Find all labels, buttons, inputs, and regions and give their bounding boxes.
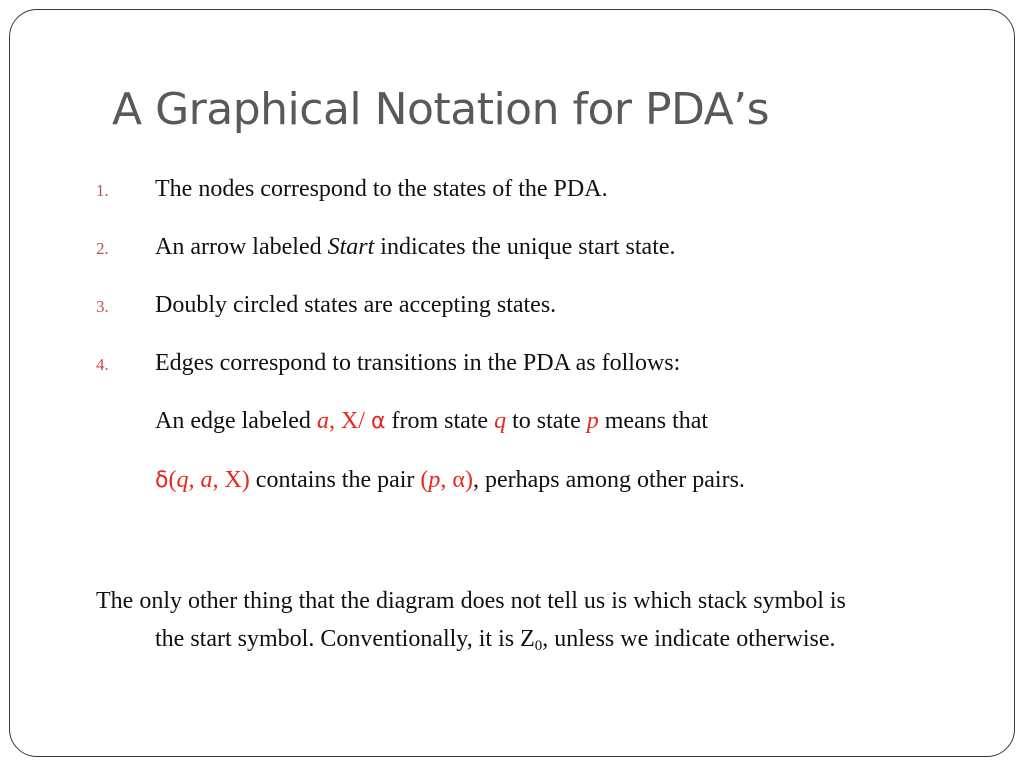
closing-line-2: the start symbol. Conventionally, it is $Z_0$, unless we indicate otherwise. (155, 626, 836, 654)
edge-label: a, X/ α (316, 408, 386, 434)
state-p: p (586, 408, 599, 434)
closing-line-1: The only other thing that the diagram does not tell us is which stack symbol is (96, 588, 846, 614)
list-number: 1. (96, 181, 109, 200)
z0-subscript: 0 (534, 638, 543, 654)
list-number: 4. (96, 355, 109, 374)
pair-expression: (p, α) (420, 467, 473, 493)
state-q: q (494, 408, 507, 434)
transition-explanation: δ(q, a, X) contains the pair (p, α), perhaps among other pairs. (155, 467, 745, 493)
list-text: The nodes correspond to the states of the PDA. (155, 176, 608, 202)
edge-label-explanation: An edge labeled a, X/ α from state q to state p means that (155, 408, 709, 434)
start-emphasis: Start (327, 234, 375, 260)
list-number: 3. (96, 297, 109, 316)
delta-expression: δ(q, a, X) (155, 467, 250, 493)
closing-paragraph (96, 582, 996, 665)
list-text: Doubly circled states are accepting states. (155, 292, 557, 318)
list-text: An arrow labeled Start indicates the unique start state. (155, 234, 676, 260)
list-number: 2. (96, 239, 109, 258)
slide-title: A Graphical Notation for PDA’s (112, 84, 770, 135)
list-text: Edges correspond to transitions in the PDA as follows: (155, 350, 681, 376)
